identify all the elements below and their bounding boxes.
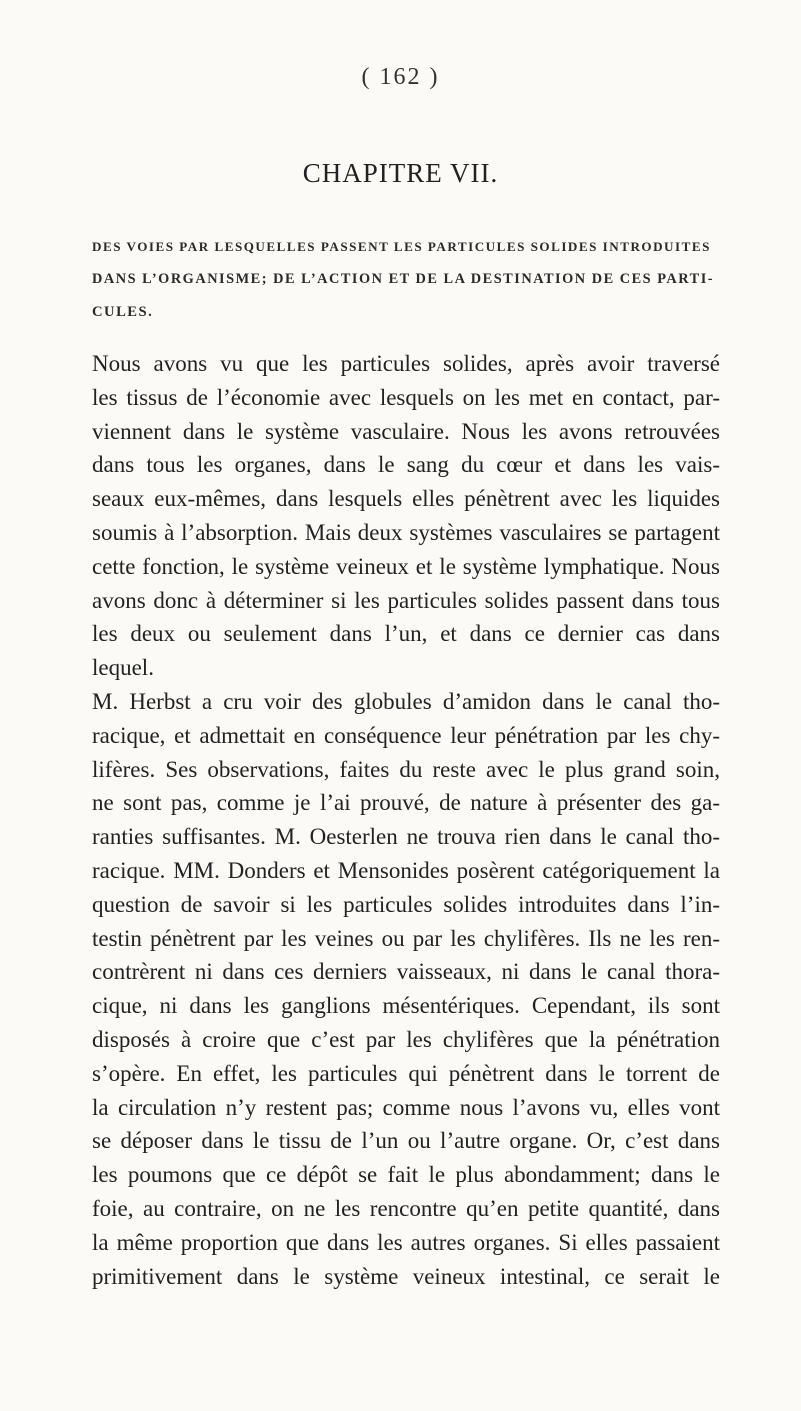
body-line: seaux eux-mêmes, dans lesquels elles pénètrent avec les liquides: [92, 486, 720, 512]
body-line: M. Herbst a cru voir des globules d’amidon dans le canal tho-: [92, 688, 720, 714]
body-line: les deux ou seulement dans l’un, et dans ce dernier cas dans: [92, 621, 720, 647]
body-line: testin pénètrent par les veines ou par les chylifères. Ils ne les ren-: [92, 925, 720, 951]
body-line: ne sont pas, comme je l’ai prouvé, de nature à présenter des ga-: [92, 790, 720, 816]
body-line: viennent dans le système vasculaire. Nous les avons retrouvées: [92, 418, 720, 444]
chapter-subtitle: [92, 230, 718, 329]
body-line: Nous avons vu que les particules solides, après avoir traversé: [92, 351, 720, 376]
subtitle-line: DANS L’ORGANISME; DE L’ACTION ET DE LA DESTINATION DE CES PARTI-: [92, 271, 715, 287]
body-line: la circulation n’y restent pas; comme nous l’avons vu, elles vont: [92, 1094, 720, 1120]
body-line: foie, au contraire, on ne les rencontre qu’en petite quantité, dans: [92, 1195, 720, 1221]
body-line: dans tous les organes, dans le sang du cœur et dans les vais-: [92, 452, 720, 478]
body-line: se déposer dans le tissu de l’un ou l’autre organe. Or, c’est dans: [92, 1128, 720, 1154]
body-line: ranties suffisantes. M. Oesterlen ne trouva rien dans le canal tho-: [92, 824, 720, 850]
body-line: disposés à croire que c’est par les chylifères que la pénétration: [92, 1026, 720, 1052]
body-line: racique, et admettait en conséquence leur pénétration par les chy-: [92, 722, 720, 748]
body-line: s’opère. En effet, les particules qui pénètrent dans le torrent de: [92, 1060, 720, 1086]
body-line: cique, ni dans les ganglions mésentériques. Cependant, ils sont: [92, 993, 720, 1019]
body-line: question de savoir si les particules solides introduites dans l’in-: [92, 891, 720, 917]
body-line: racique. MM. Donders et Mensonides posèrent catégoriquement la: [92, 857, 720, 883]
body-line: contrèrent ni dans ces derniers vaisseaux, ni dans le canal thora-: [92, 959, 720, 985]
subtitle-line: CULES.: [92, 304, 154, 320]
body-line: les poumons que ce dépôt se fait le plus abondamment; dans le: [92, 1162, 720, 1188]
subtitle-line: DES VOIES PAR LESQUELLES PASSENT LES PARTICULES SOLIDES INTRODUITES: [92, 239, 711, 254]
body-line: soumis à l’absorption. Mais deux systèmes vasculaires se partagent: [92, 519, 720, 545]
body-line: avons donc à déterminer si les particules solides passent dans tous: [92, 587, 720, 613]
body-line: primitivement dans le système veineux intestinal, ce serait le: [92, 1263, 720, 1289]
body-line: les tissus de l’économie avec lesquels on les met en contact, par-: [92, 384, 720, 410]
body-line: lifères. Ses observations, faites du reste avec le plus grand soin,: [92, 756, 720, 782]
chapter-title: CHAPITRE VII.: [302, 158, 499, 188]
page-number: ( 162 ): [361, 64, 440, 90]
body-text: [92, 347, 720, 1293]
body-line: cette fonction, le système veineux et le système lymphatique. Nous: [92, 553, 720, 579]
body-line: la même proportion que dans les autres organes. Si elles passaient: [92, 1229, 720, 1255]
body-line: lequel.: [92, 655, 154, 681]
